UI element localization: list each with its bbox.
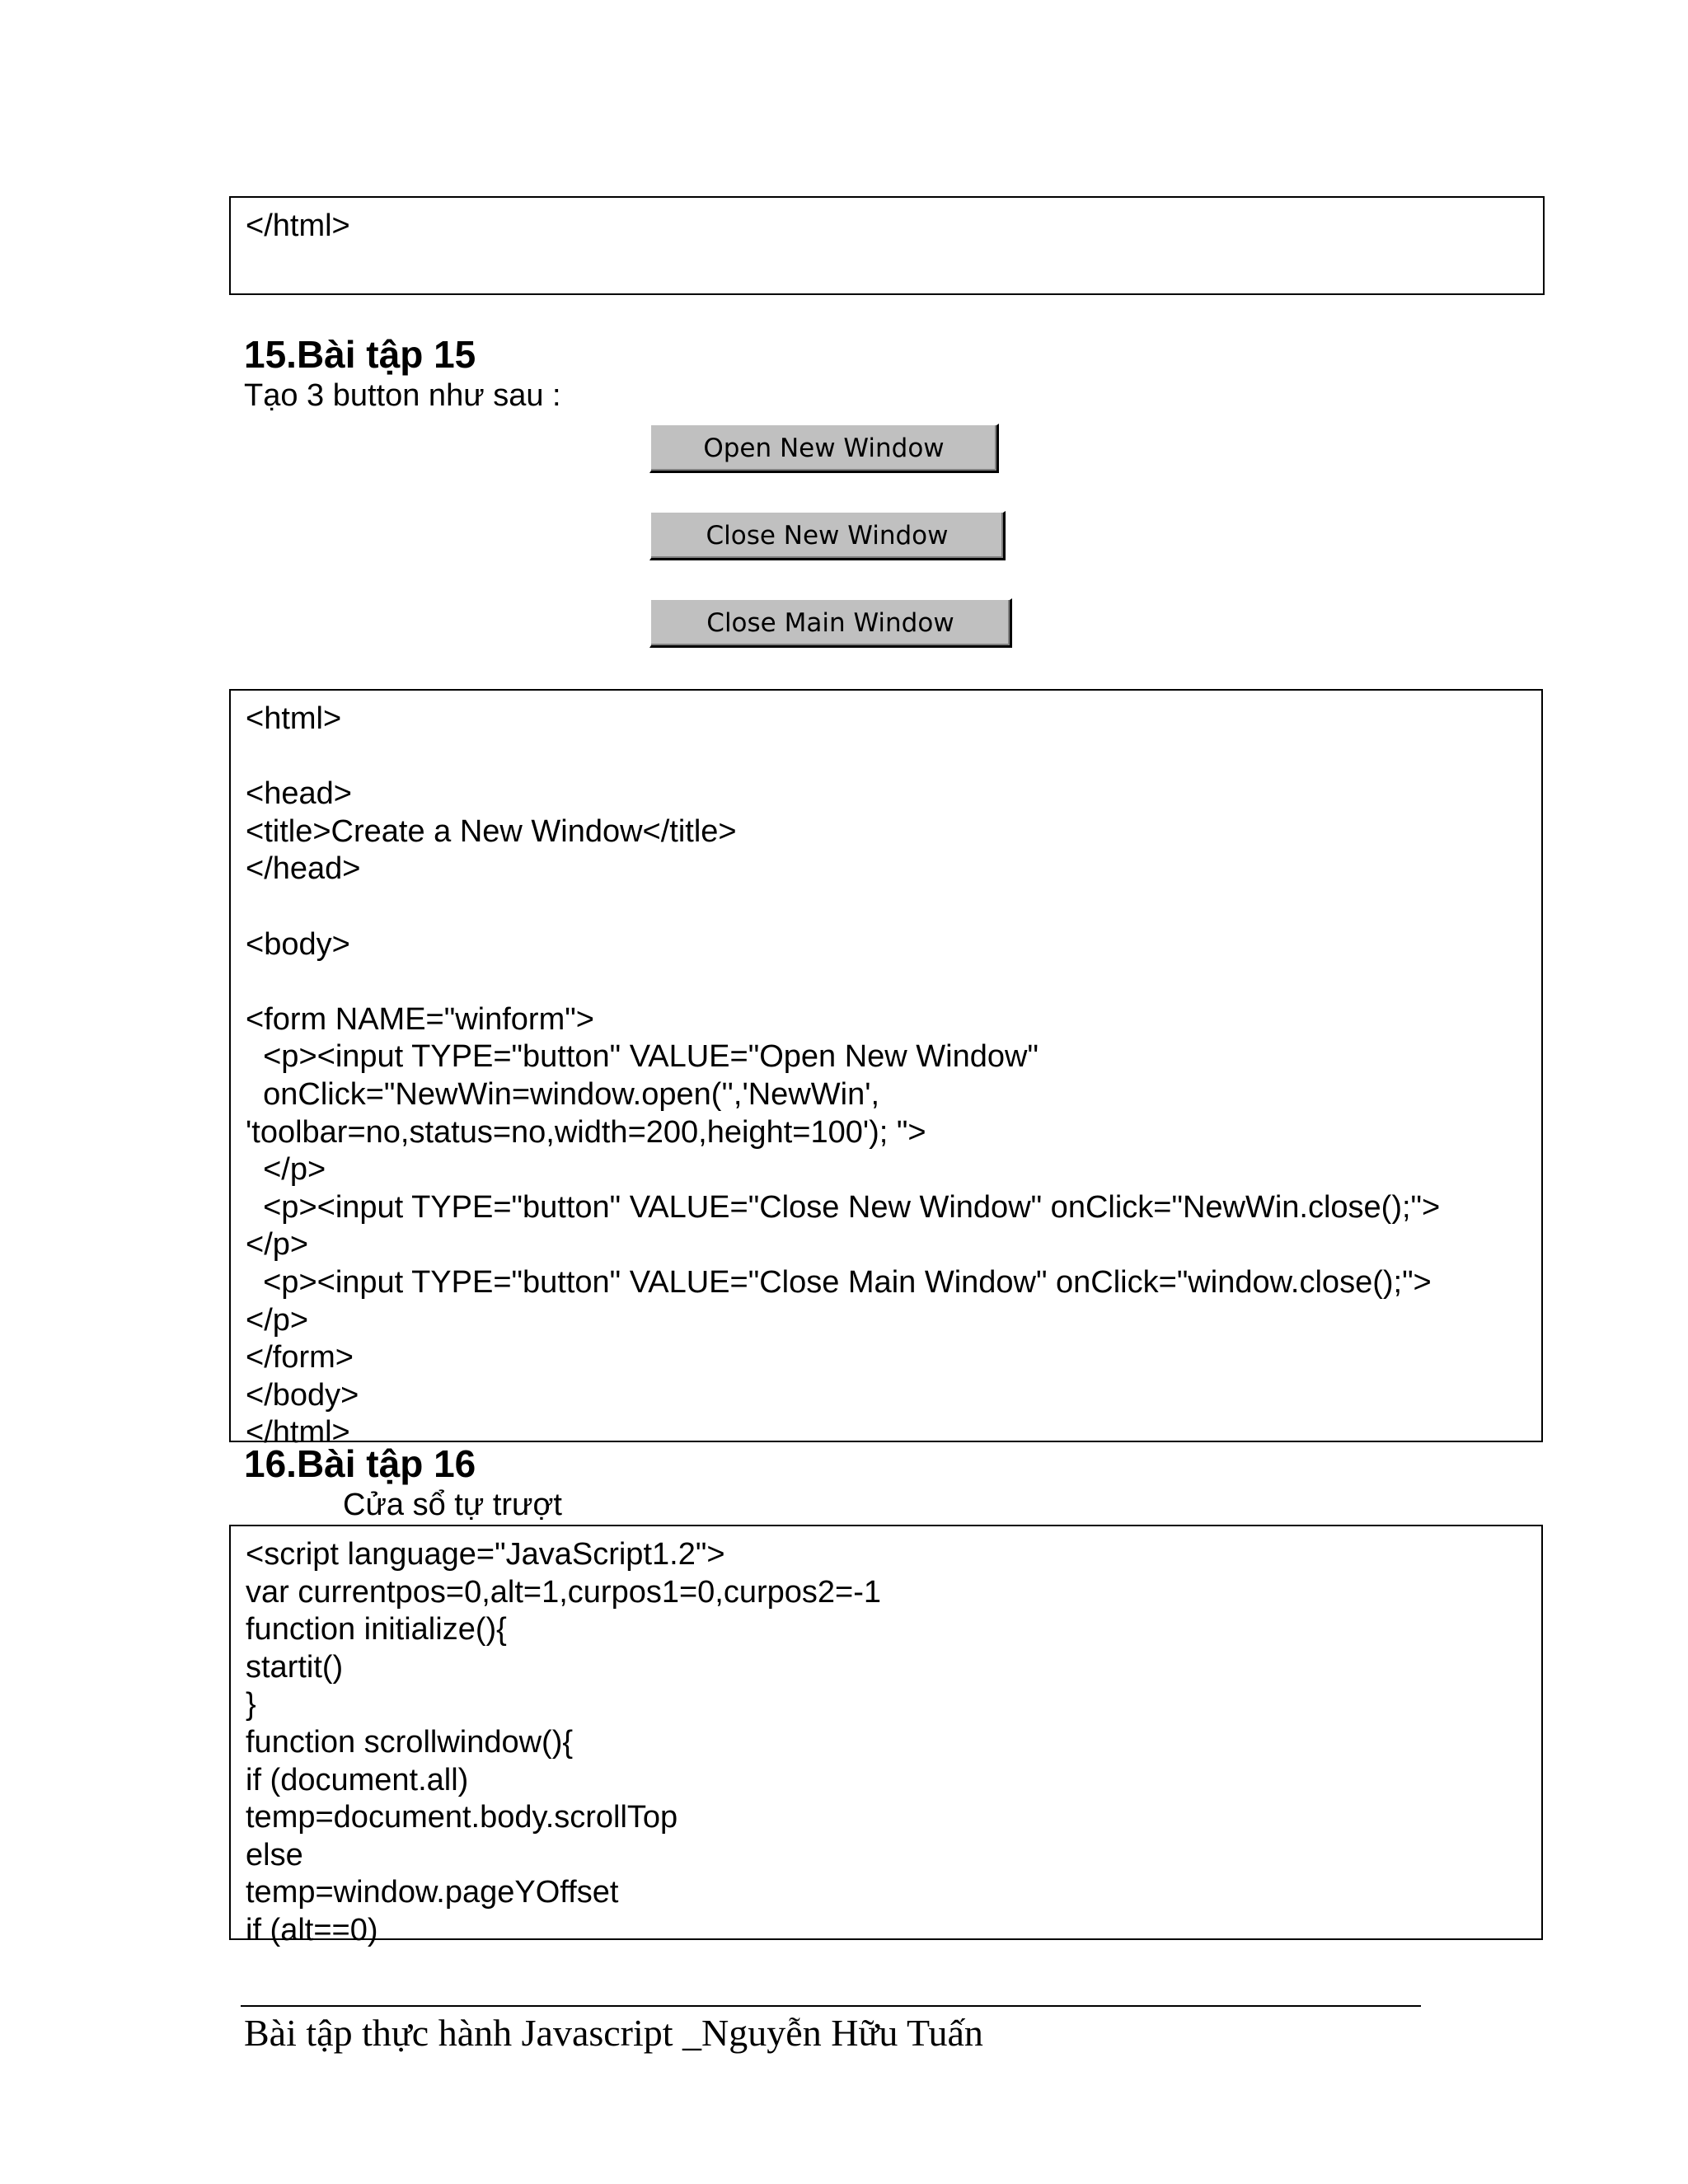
close-main-window-button[interactable]: Close Main Window: [649, 598, 1012, 648]
section-15-heading: 15.Bài tập 15: [244, 333, 476, 376]
code-line: <p><input TYPE="button" VALUE="Close New Window" onClick="NewWin.close();">: [246, 1189, 1441, 1225]
code-line: temp=window.pageYOffset: [246, 1875, 619, 1910]
section-16-heading: 16.Bài tập 16: [244, 1442, 476, 1485]
code-line: if (alt==0): [246, 1912, 378, 1947]
code-block-top: [229, 196, 1545, 295]
section-16-description: Cửa sổ tự trượt: [343, 1488, 562, 1522]
code-block-section-15: [229, 689, 1543, 1451]
code-line: <form NAME="winform">: [246, 1001, 594, 1037]
code-line: onClick="NewWin=window.open('','NewWin',: [246, 1076, 880, 1112]
code-block-section-16: [229, 1525, 1543, 1947]
code-line: <title>Create a New Window</title>: [246, 813, 737, 849]
code-line: </head>: [246, 851, 361, 887]
footer-text: Bài tập thực hành Javascript _Nguyễn Hữu Tuấn: [244, 2012, 983, 2054]
code-line: </p>: [246, 1152, 326, 1188]
code-line: </p>: [246, 1302, 309, 1338]
code-line: [246, 888, 1526, 926]
code-line: <p><input TYPE="button" VALUE="Open New Window": [246, 1039, 1039, 1075]
open-new-window-button[interactable]: Open New Window: [649, 424, 999, 473]
code-line: <script language="JavaScript1.2">: [246, 1537, 725, 1572]
code-line: 'toolbar=no,status=no,width=200,height=100'); ">: [246, 1114, 926, 1150]
code-line: function initialize(){: [246, 1612, 507, 1647]
code-line: </p>: [246, 1227, 309, 1263]
code-line: function scrollwindow(){: [246, 1724, 574, 1760]
code-line: <head>: [246, 776, 352, 812]
code-line: <p><input TYPE="button" VALUE="Close Main Window" onClick="window.close();">: [246, 1264, 1432, 1300]
code-line: </form>: [246, 1340, 354, 1376]
code-line: var currentpos=0,alt=1,curpos1=0,curpos2=-1: [246, 1574, 882, 1610]
code-line: [246, 963, 1526, 1001]
footer-divider: [241, 2005, 1421, 2007]
code-line: <body>: [246, 926, 350, 962]
close-new-window-button[interactable]: Close New Window: [649, 511, 1006, 560]
code-line: </html>: [246, 1415, 350, 1451]
code-line: </body>: [246, 1377, 359, 1413]
code-line: <html>: [246, 701, 342, 736]
code-line: }: [246, 1687, 256, 1722]
code-line: temp=document.body.scrollTop: [246, 1800, 678, 1835]
code-line: startit(): [246, 1649, 344, 1685]
section-15-description: Tạo 3 button như sau :: [244, 378, 561, 413]
code-line: </html>: [246, 209, 350, 243]
code-line: [246, 738, 1526, 776]
code-line: else: [246, 1837, 303, 1872]
code-line: if (document.all): [246, 1762, 469, 1797]
